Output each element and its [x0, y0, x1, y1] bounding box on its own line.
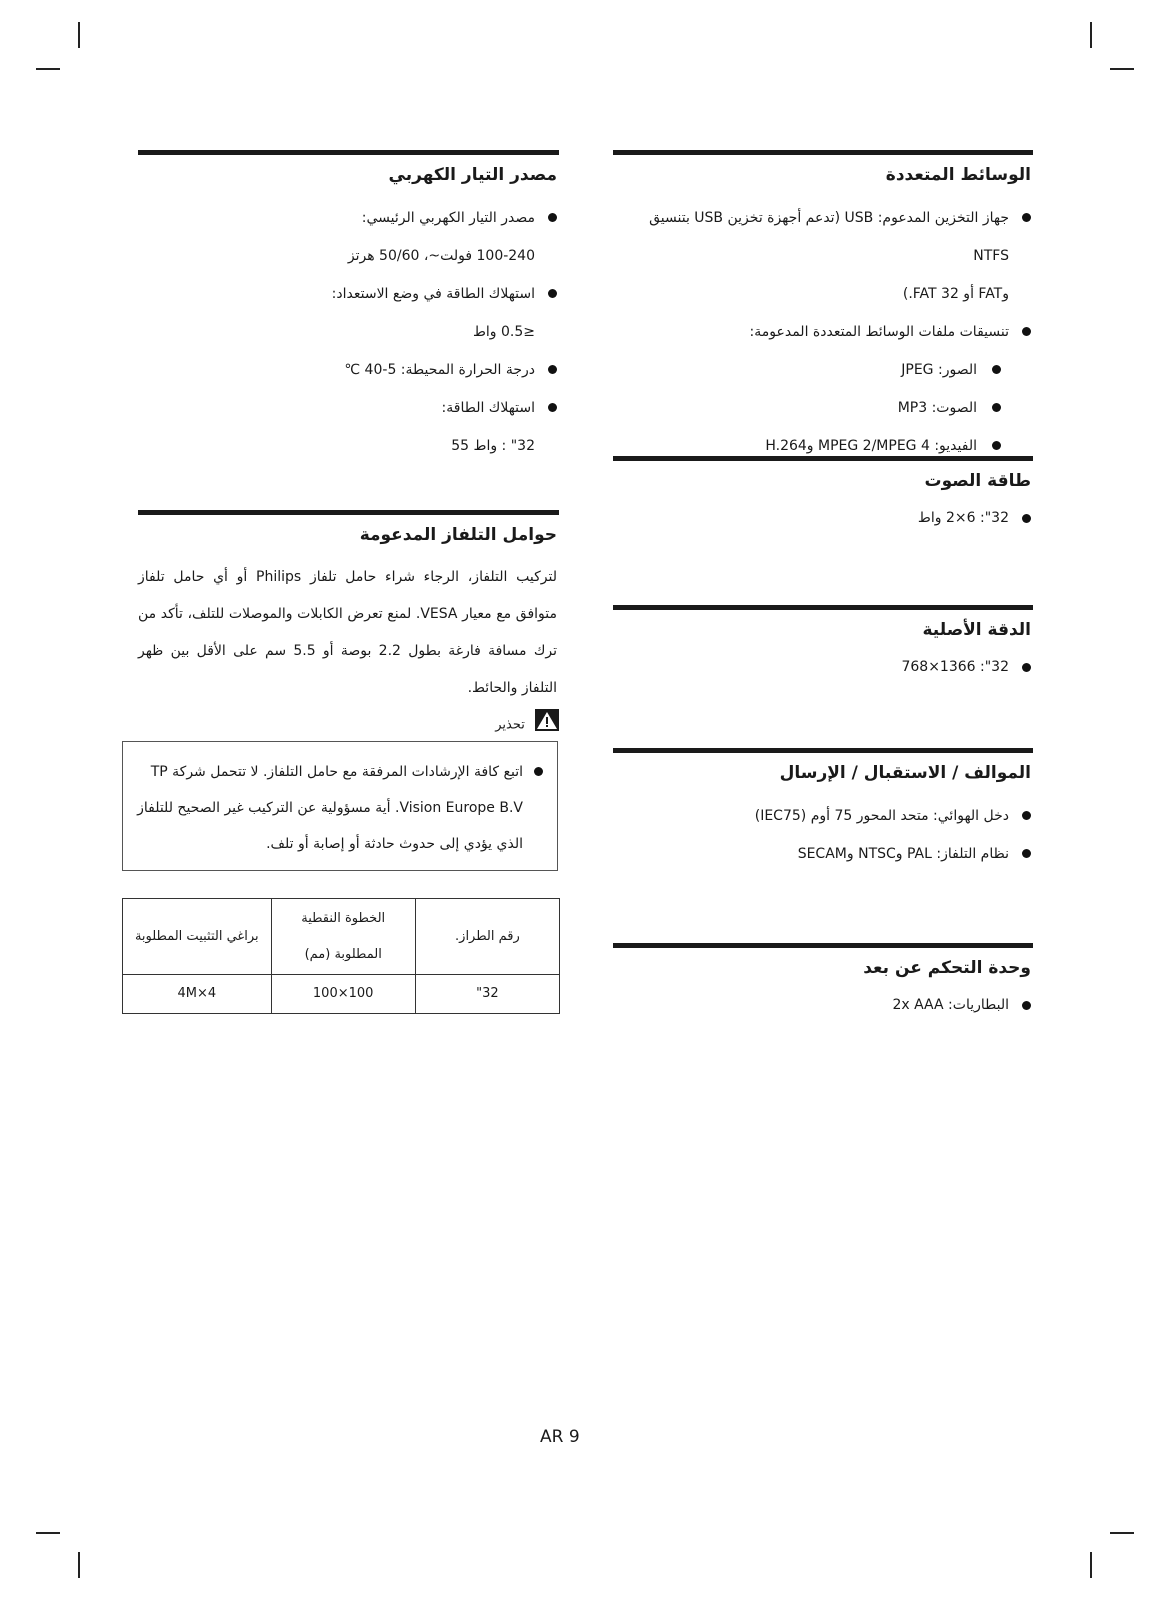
multimedia-section [613, 150, 1033, 465]
standby-label: استهلاك الطاقة في وضع الاستعداد: [331, 286, 535, 302]
table-header-row [123, 899, 560, 975]
antenna-item [613, 797, 1033, 835]
mount-section [137, 510, 559, 852]
bullet-icon [992, 441, 1001, 450]
cell-pitch: 100×100 [271, 975, 415, 1014]
format-image: الصور: JPEG [901, 362, 977, 378]
crop-mark [78, 22, 80, 48]
format-audio-item [613, 389, 1033, 427]
bullet-icon [548, 213, 557, 222]
warning-label: تحذير [495, 717, 525, 733]
bullet-icon [992, 365, 1001, 374]
consumption-item [138, 389, 559, 427]
bullet-icon [548, 289, 557, 298]
standby-item [138, 275, 559, 313]
bullet-icon [1022, 1001, 1031, 1010]
crop-mark [1110, 68, 1134, 70]
crop-mark [1110, 1532, 1134, 1534]
section-title: طاقة الصوت [924, 471, 1031, 491]
format-audio: الصوت: MP3 [897, 400, 977, 416]
bullet-icon [534, 767, 543, 776]
bullet-icon [1022, 327, 1031, 336]
section-title: الوسائط المتعددة [885, 165, 1031, 185]
warning-box [122, 741, 558, 871]
bullet-icon [992, 403, 1001, 412]
table-row [123, 975, 560, 1014]
formats-label: تنسيقات ملفات الوسائط المتعددة المدعومة: [749, 324, 1009, 340]
section-title: وحدة التحكم عن بعد [863, 958, 1031, 978]
batteries-value: البطاريات: 2x AAA [892, 997, 1009, 1013]
bullet-icon [1022, 849, 1031, 858]
bullet-icon [1022, 514, 1031, 523]
resolution-item [613, 654, 1033, 680]
tv-system-item [613, 835, 1033, 873]
standby-value: ≤0.5 واط [472, 324, 535, 340]
sound-power-item [613, 505, 1033, 531]
resolution-value: 32": 1366×768 [901, 659, 1009, 675]
bullet-icon [1022, 811, 1031, 820]
mains-item [138, 199, 559, 237]
antenna-value: دخل الهوائي: متحد المحور 75 أوم (IEC75) [754, 808, 1009, 824]
header-screws: براغي التثبيت المطلوبة [123, 899, 272, 975]
crop-mark [36, 68, 60, 70]
mount-paragraph: لتركيب التلفاز، الرجاء شراء حامل تلفاز Philips أو أي حامل تلفاز متوافق مع معيار VESA. لمنع تعرض الكابلات والموصلات للتلف، تأكد من ترك مسافة فارغة بطول 2.2 بوصة أو 5.5 سم على الأقل بين ظهر التلفاز والحائط. [138, 569, 557, 696]
header-pitch: الخطوة النقطية المطلوبة (مم) [271, 899, 415, 975]
sound-power-section [613, 456, 1033, 531]
vesa-table [122, 898, 560, 1014]
section-title: مصدر التيار الكهربي [388, 165, 557, 185]
header-model: رقم الطراز. [415, 899, 559, 975]
section-title: الدقة الأصلية [922, 620, 1031, 640]
bullet-icon [548, 403, 557, 412]
consumption-value: 32" : واط 55 [451, 438, 535, 454]
page-number: AR 9 [540, 1427, 580, 1447]
cell-model: 32" [415, 975, 559, 1014]
warning-item [133, 754, 543, 862]
warning-heading [138, 709, 559, 741]
cell-screws: 4M×4 [123, 975, 272, 1014]
usb-text-continued: وFAT أو FAT 32.) [902, 286, 1009, 302]
tuner-section [613, 748, 1033, 873]
consumption-label: استهلاك الطاقة: [441, 400, 535, 416]
native-resolution-section [613, 605, 1033, 680]
usb-text: جهاز التخزين المدعوم: USB (تدعم أجهزة تخزين USB بتنسيق NTFS [649, 210, 1009, 264]
formats-item [613, 313, 1033, 351]
crop-mark [78, 1552, 80, 1578]
section-title: حوامل التلفاز المدعومة [359, 525, 557, 545]
crop-mark [1090, 22, 1092, 48]
remote-section [613, 943, 1033, 1018]
format-video: الفيديو: MPEG 2/MPEG 4 وH.264 [765, 438, 977, 454]
usb-item [613, 199, 1033, 275]
batteries-item [613, 992, 1033, 1018]
mains-value: 100-240 فولت~، 50/60 هرتز [347, 248, 535, 264]
tv-system-value: نظام التلفاز: PAL وNTSC وSECAM [797, 846, 1009, 862]
bullet-icon [548, 365, 557, 374]
warning-text: اتبع كافة الإرشادات المرفقة مع حامل التلفاز. لا تتحمل شركة TP Vision Europe B.V. أية مسؤولية عن التركيب غير الصحيح للتلفاز الذي يؤدي إلى حدوث حادثة أو إصابة أو تلف. [137, 764, 523, 852]
temperature-item [138, 351, 559, 389]
power-section [138, 150, 559, 465]
temperature-value: درجة الحرارة المحيطة: 5-40 ℃ [344, 362, 535, 378]
warning-icon [535, 709, 559, 741]
sound-power-value: 32": 6×2 واط [917, 510, 1009, 526]
section-title: الموالف / الاستقبال / الإرسال [779, 763, 1031, 783]
format-image-item [613, 351, 1033, 389]
mains-label: مصدر التيار الكهربي الرئيسي: [361, 210, 535, 226]
crop-mark [1090, 1552, 1092, 1578]
bullet-icon [1022, 663, 1031, 672]
crop-mark [36, 1532, 60, 1534]
bullet-icon [1022, 213, 1031, 222]
